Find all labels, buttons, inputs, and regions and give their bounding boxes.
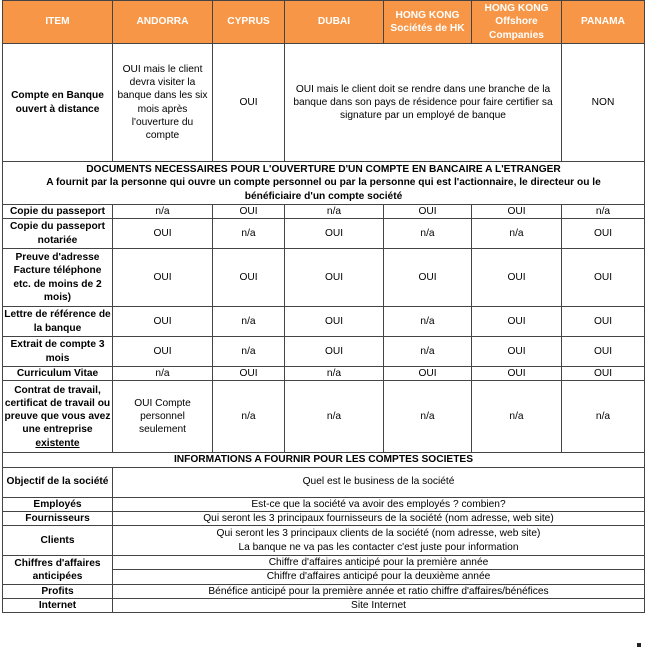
contract-andorra: OUI Compte personnel seulement xyxy=(113,381,213,453)
clients-line-1: Qui seront les 3 principaux clients de la société (nom adresse, web site) xyxy=(216,528,541,540)
doc-row-label: Extrait de compte 3 mois xyxy=(3,337,113,367)
doc-row-value: OUI xyxy=(285,249,384,307)
header-item: ITEM xyxy=(3,1,113,44)
section-docs-row xyxy=(3,162,645,205)
turnover-line-2: Chiffre d'affaires anticipé pour la deuxième année xyxy=(113,570,645,584)
doc-row-value: n/a xyxy=(384,219,472,249)
doc-row-value: n/a xyxy=(562,204,645,218)
doc-row-value: OUI xyxy=(113,337,213,367)
contract-value: n/a xyxy=(285,381,384,453)
contract-value: n/a xyxy=(213,381,285,453)
remote-account-merged: OUI mais le client doit se rendre dans une branche de la banque dans son pays de résidence pour faire certifier sa signature par un employé de banque xyxy=(285,44,562,162)
doc-row-value: OUI xyxy=(113,219,213,249)
doc-row-value: n/a xyxy=(384,337,472,367)
header-panama: PANAMA xyxy=(562,1,645,44)
section-docs-subtitle: A fournit par la personne qui ouvre un compte personnel ou par la personne qui est l'actionnaire, le directeur ou le bénéficiaire d'un compte société xyxy=(46,177,601,202)
company-row-value xyxy=(113,526,645,556)
doc-row-value: OUI xyxy=(472,337,562,367)
bank-account-comparison-table xyxy=(2,0,645,613)
header-hk-offshore: HONG KONG Offshore Companies xyxy=(472,1,562,44)
doc-row-label: Preuve d'adresse Facture téléphone etc. de moins de 2 mois) xyxy=(3,249,113,307)
doc-row xyxy=(3,337,645,367)
turnover-label: Chiffres d'affaires anticipées xyxy=(3,556,113,585)
doc-row-value: OUI xyxy=(562,367,645,381)
section-docs-title: DOCUMENTS NECESSAIRES POUR L'OUVERTURE D'UN COMPTE EN BANCAIRE A L'ETRANGER xyxy=(86,164,561,175)
internet-value: Site Internet xyxy=(113,598,645,612)
company-row-value: Quel est le business de la société xyxy=(113,467,645,497)
company-row-label: Fournisseurs xyxy=(3,511,113,525)
doc-row-label: Copie du passeport xyxy=(3,204,113,218)
doc-row-value: OUI xyxy=(562,219,645,249)
remote-account-cyprus: OUI xyxy=(213,44,285,162)
doc-row xyxy=(3,249,645,307)
doc-row-value: n/a xyxy=(113,367,213,381)
contract-row xyxy=(3,381,645,453)
company-row-label: Employés xyxy=(3,497,113,511)
doc-row-value: n/a xyxy=(113,204,213,218)
corner-mark xyxy=(637,643,641,647)
company-row-label: Clients xyxy=(3,526,113,556)
contract-label-text: Contrat de travail, certificat de travail ou preuve que vous avez une entreprise xyxy=(4,384,111,436)
remote-account-label: Compte en Banque ouvert à distance xyxy=(3,44,113,162)
turnover-line-1: Chiffre d'affaires anticipé pour la première année xyxy=(113,556,645,570)
company-row-value: Est-ce que la société va avoir des employés ? combien? xyxy=(113,497,645,511)
doc-row-value: OUI xyxy=(472,249,562,307)
doc-row-value: OUI xyxy=(472,367,562,381)
doc-row-label: Curriculum Vitae xyxy=(3,367,113,381)
header-andorra: ANDORRA xyxy=(113,1,213,44)
clients-line-2: La banque ne va pas les contacter c'est juste pour information xyxy=(238,541,519,553)
profits-value: Bénéfice anticipé pour la première année et ratio chiffre d'affaires/bénéfices xyxy=(113,584,645,598)
remote-account-row xyxy=(3,44,645,162)
doc-row-value: n/a xyxy=(213,337,285,367)
doc-row-value: n/a xyxy=(285,367,384,381)
doc-row-value: OUI xyxy=(472,204,562,218)
doc-row-value: n/a xyxy=(472,219,562,249)
doc-row-label: Copie du passeport notariée xyxy=(3,219,113,249)
doc-row-value: OUI xyxy=(213,367,285,381)
company-row xyxy=(3,511,645,525)
contract-value: n/a xyxy=(562,381,645,453)
contract-value: n/a xyxy=(384,381,472,453)
header-cyprus: CYPRUS xyxy=(213,1,285,44)
doc-row-value: n/a xyxy=(213,307,285,337)
doc-row-value: OUI xyxy=(384,367,472,381)
doc-row-value: OUI xyxy=(384,204,472,218)
section-company-row xyxy=(3,453,645,467)
doc-row-value: n/a xyxy=(384,307,472,337)
internet-label: Internet xyxy=(3,598,113,612)
doc-row-value: n/a xyxy=(285,204,384,218)
company-row-clients xyxy=(3,526,645,556)
doc-row-label: Lettre de référence de la banque xyxy=(3,307,113,337)
doc-row-value: OUI xyxy=(384,249,472,307)
turnover-row-1 xyxy=(3,556,645,570)
company-row-label: Objectif de la société xyxy=(3,467,113,497)
doc-row-value: OUI xyxy=(285,307,384,337)
remote-account-andorra: OUI mais le client devra visiter la banque dans les six mois après l'ouverture du compte xyxy=(113,44,213,162)
company-row-value: Qui seront les 3 principaux fournisseurs de la société (nom adresse, web site) xyxy=(113,511,645,525)
remote-account-panama: NON xyxy=(562,44,645,162)
doc-row-value: OUI xyxy=(562,249,645,307)
header-row xyxy=(3,1,645,44)
doc-row-value: n/a xyxy=(213,219,285,249)
doc-row xyxy=(3,307,645,337)
profits-label: Profits xyxy=(3,584,113,598)
doc-row xyxy=(3,204,645,218)
internet-row xyxy=(3,598,645,612)
company-row xyxy=(3,497,645,511)
contract-value: n/a xyxy=(472,381,562,453)
doc-row-value: OUI xyxy=(113,307,213,337)
doc-row xyxy=(3,219,645,249)
doc-row xyxy=(3,367,645,381)
doc-row-value: OUI xyxy=(562,307,645,337)
section-docs xyxy=(3,162,645,205)
doc-row-value: OUI xyxy=(285,219,384,249)
doc-row-value: OUI xyxy=(285,337,384,367)
doc-row-value: OUI xyxy=(113,249,213,307)
doc-row-value: OUI xyxy=(213,249,285,307)
doc-row-value: OUI xyxy=(213,204,285,218)
profits-row xyxy=(3,584,645,598)
doc-row-value: OUI xyxy=(562,337,645,367)
header-dubai: DUBAI xyxy=(285,1,384,44)
section-company-title: INFORMATIONS A FOURNIR POUR LES COMPTES SOCIETES xyxy=(3,453,645,467)
doc-row-value: OUI xyxy=(472,307,562,337)
company-row xyxy=(3,467,645,497)
contract-label xyxy=(3,381,113,453)
header-hk-societes: HONG KONG Sociétés de HK xyxy=(384,1,472,44)
contract-label-underlined: existente xyxy=(35,437,80,449)
